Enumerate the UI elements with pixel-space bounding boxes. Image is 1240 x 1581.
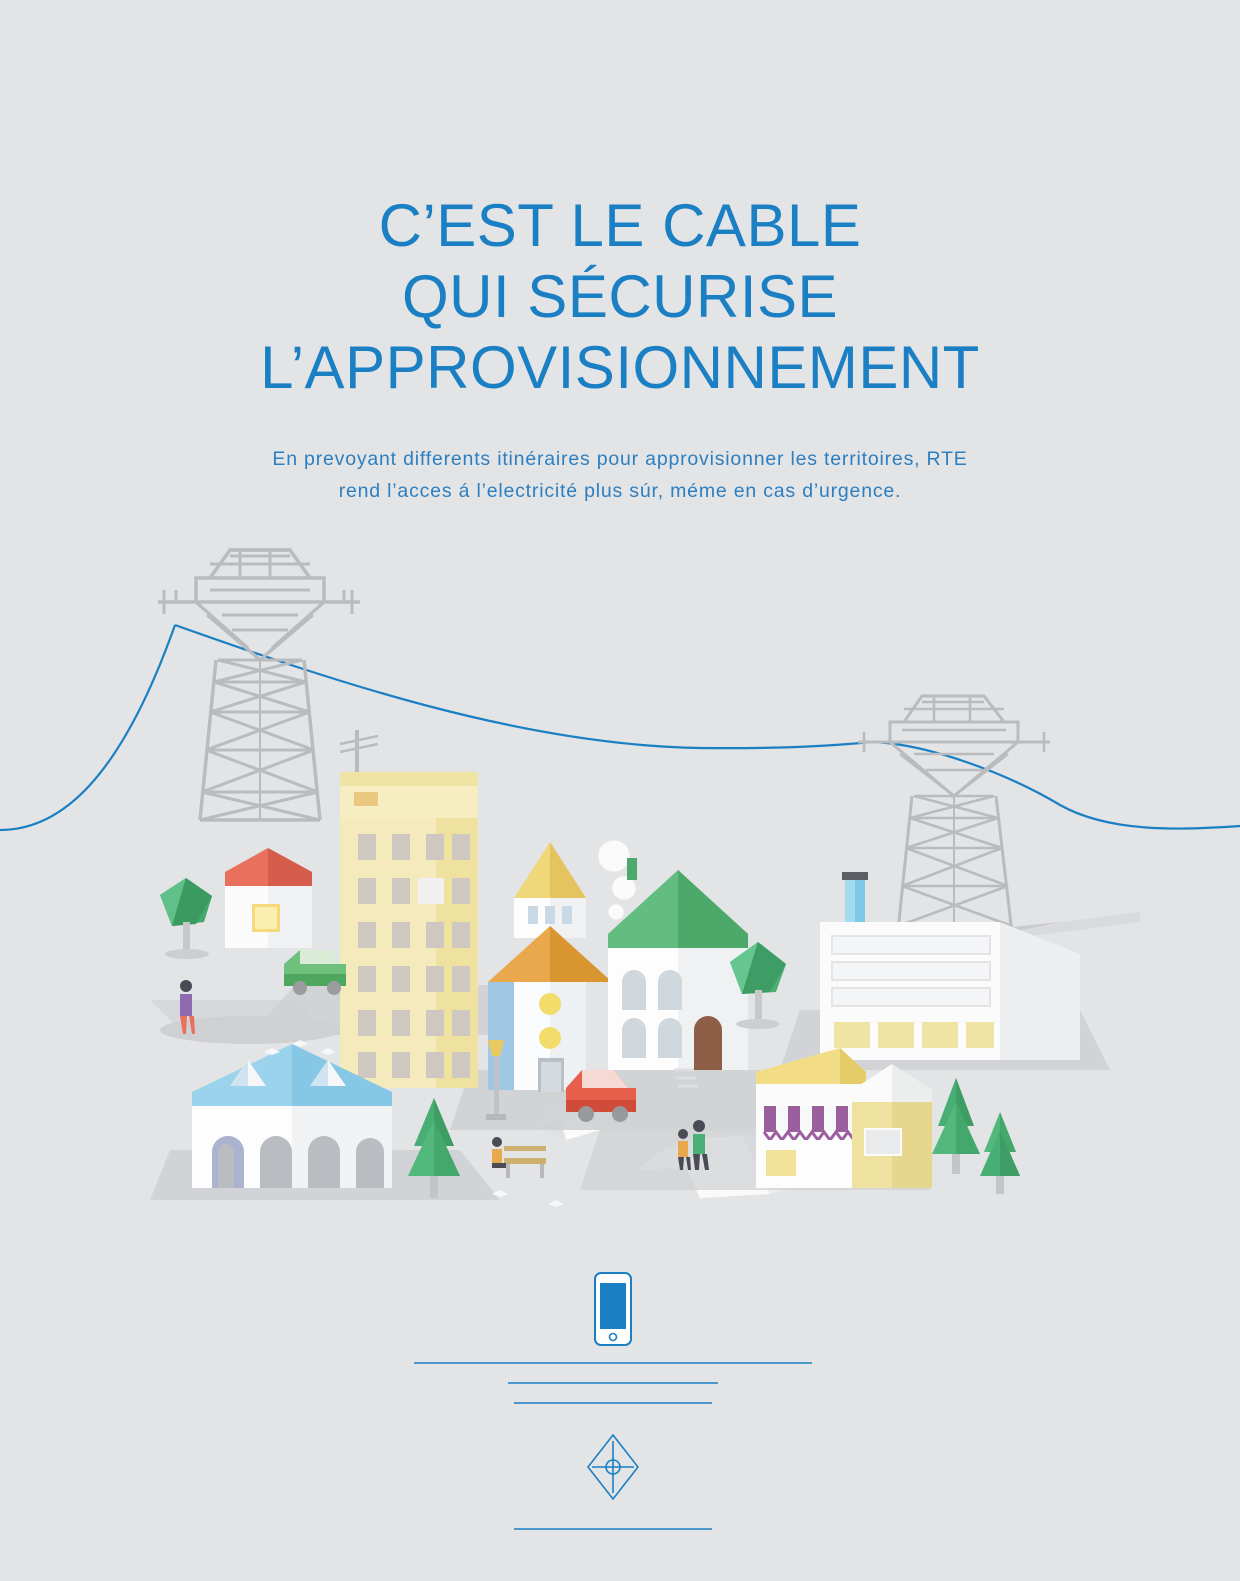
house-red-roof <box>225 848 312 948</box>
bench <box>504 1146 546 1178</box>
market-stall <box>756 1048 866 1188</box>
subtitle-line-2: rend l’acces á l’electricité plus súr, méme en cas d’urgence. <box>338 480 902 502</box>
pedestrian-seated <box>492 1137 506 1168</box>
headline-line-2: QUI SÉCURISE <box>401 263 839 330</box>
city-power-line-illustration <box>0 530 1240 1230</box>
page-title <box>0 190 1240 403</box>
tree-conifer-c <box>980 1112 1020 1194</box>
pylon-right <box>858 696 1050 950</box>
headline-line-3: L’APPROVISIONNEMENT <box>260 334 980 401</box>
compass-crosshair-icon <box>588 1435 638 1499</box>
subtitle <box>160 443 1080 507</box>
tree-conifer-b <box>932 1078 980 1174</box>
church <box>488 842 612 1092</box>
subtitle-line-1: En prevoyant differents itinéraires pour approvisionner les territoires, RTE <box>272 448 968 470</box>
footer-marks <box>0 1255 1240 1575</box>
factory <box>820 872 1080 1060</box>
house-right <box>852 1064 932 1188</box>
headline-line-1: C’EST LE CABLE <box>378 192 862 259</box>
pylon-left <box>158 550 360 820</box>
smartphone-icon <box>595 1273 631 1345</box>
tree-left <box>160 878 212 959</box>
power-cable <box>0 625 1240 830</box>
apartment-building <box>340 730 478 1088</box>
